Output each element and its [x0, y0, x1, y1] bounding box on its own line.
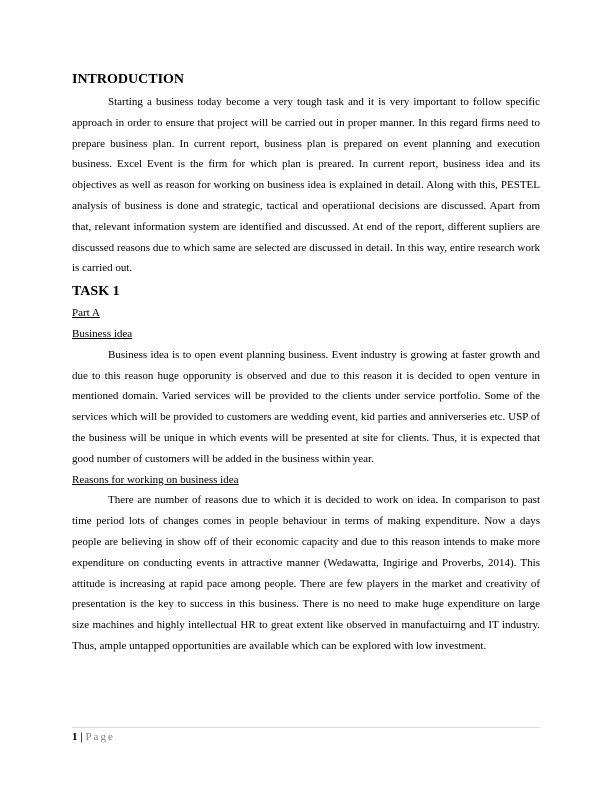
page-number: 1	[72, 731, 78, 743]
page-separator: |	[80, 731, 83, 743]
introduction-paragraph: Starting a business today become a very tough task and it is very important to follow specific approach in order to ensure that project will be carried out in proper manner. In this regard firms need to prepare business plan. In current report, business plan is prepared on event planning and execution business. Excel Event is the firm for which plan is preared. In current report, business idea and its objectives as well as reason for working on business idea is explained in detail. Along with this, PESTEL analysis of business is done and strategic, tactical and operatiional decisions are discussed. Apart from that, relevant information system are identified and discussed. At end of the report, different supliers are discussed reasons due to which same are selected are discussed in detail. In this way, entire research work is carried out.	[72, 96, 540, 275]
page-label: Page	[85, 731, 115, 743]
business-idea-title: Business idea	[72, 327, 133, 340]
reasons-title: Reasons for working on business idea	[72, 473, 239, 486]
document-page	[72, 70, 540, 657]
task-1-heading: TASK 1	[72, 284, 120, 300]
introduction-heading: INTRODUCTION	[72, 72, 185, 87]
part-a-label: Part A	[72, 307, 100, 320]
business-idea-paragraph: Business idea is to open event planning business. Event industry is growing at faster growth and due to this reason huge opporunity is observed and due to this reason it is decided to open venture in mentioned domain. Varied services will be provided to the clients under service portfolio. Some of the services which will be provided to customers are wedding event, kid parties and anniverseries etc. USP of the business will be unique in which events will be presented at site for clients. Thus, it is expected that good number of customers will be added in the business within year.	[72, 348, 540, 465]
page-footer	[72, 727, 540, 745]
reasons-paragraph: There are number of reasons due to which it is decided to work on idea. In comparison to past time period lots of changes comes in people behaviour in terms of making expenditure. Now a days people are believing in show off of their economic capacity and due to this reason intends to make more expenditure on conducting events in attractive manner (Wedawatta, Ingirige and Proverbs, 2014). This attitude is increasing at rapid pace among people. There are few players in the market and creativity of presentation is the key to success in this business. There is no need to make huge expenditure on large size machines and highly intellectual HR to great extent like observed in manufactuirng and IT industry. Thus, ample untapped opportunities are available which can be explored with low investment.	[72, 494, 540, 652]
